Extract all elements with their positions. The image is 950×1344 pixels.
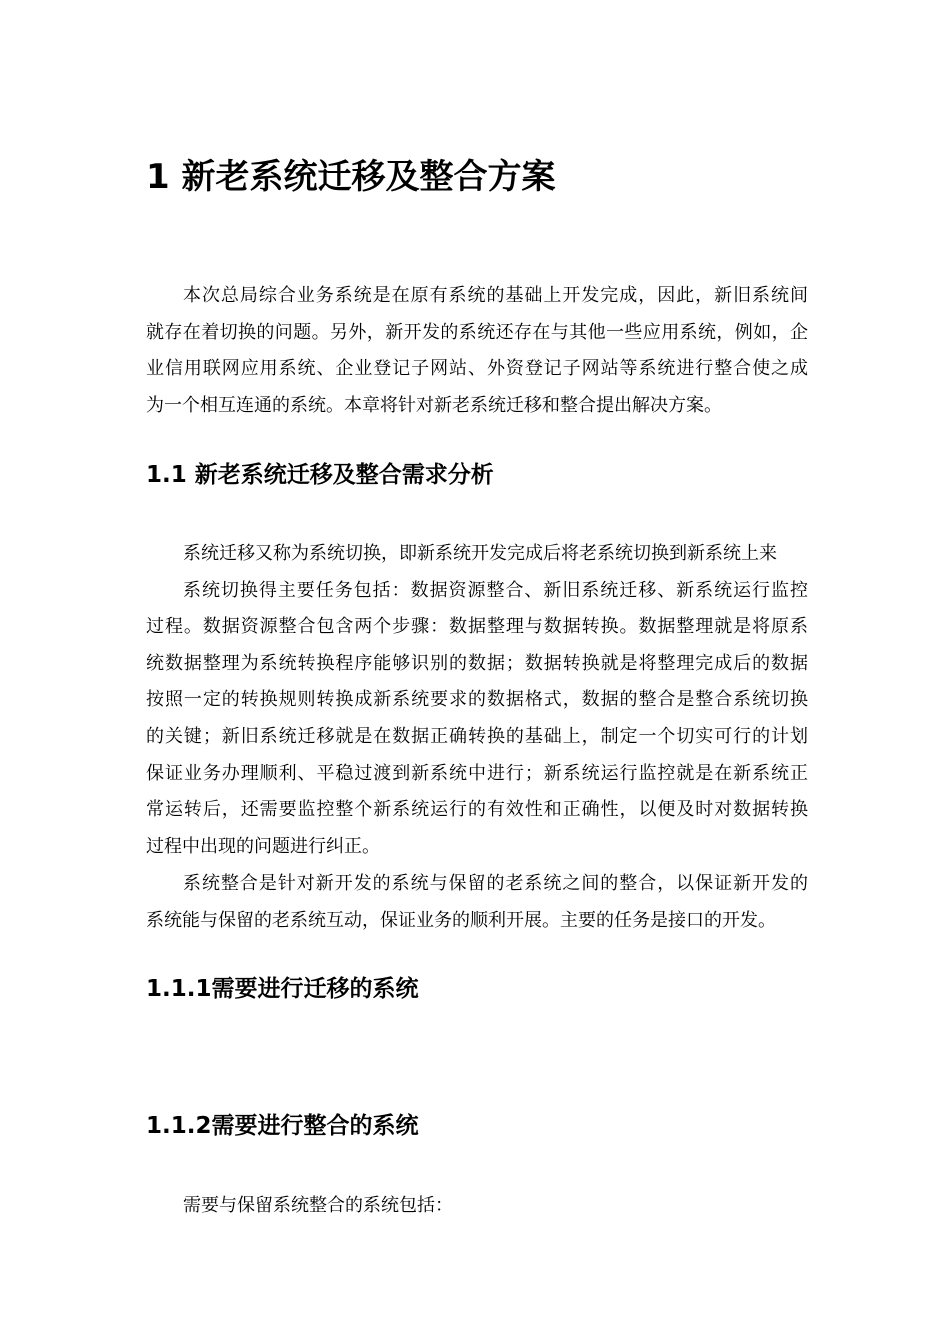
chapter-heading: 1 新老系统迁移及整合方案 [146, 157, 556, 197]
paragraph-line: 的关键；新旧系统迁移就是在数据正确转换的基础上，制定一个切实可行的计划 [146, 725, 808, 747]
subsection-heading: 1.1.2需要进行整合的系统 [146, 1113, 419, 1139]
paragraph-line: 过程中出现的问题进行纠正。 [146, 835, 380, 857]
section-heading: 1.1 新老系统迁移及整合需求分析 [146, 462, 494, 488]
paragraph-line: 过程。数据资源整合包含两个步骤：数据整理与数据转换。数据整理就是将原系 [146, 616, 808, 638]
paragraph-line: 就存在着切换的问题。另外，新开发的系统还存在与其他一些应用系统，例如，企 [146, 321, 808, 343]
paragraph-line: 本次总局综合业务系统是在原有系统的基础上开发完成，因此，新旧系统间 [183, 285, 808, 306]
integration-paragraph [146, 866, 808, 939]
paragraph-line: 系统切换得主要任务包括：数据资源整合、新旧系统迁移、新系统运行监控 [183, 579, 808, 601]
paragraph-line: 需要与保留系统整合的系统包括： [183, 1195, 453, 1216]
paragraph-line: 为一个相互连通的系统。本章将针对新老系统迁移和整合提出解决方案。 [146, 394, 722, 416]
integration-list-intro [146, 1188, 808, 1225]
paragraph-line: 系统能与保留的老系统互动，保证业务的顺利开展。主要的任务是接口的开发。 [146, 909, 776, 931]
paragraph-line: 业信用联网应用系统、企业登记子网站、外资登记子网站等系统进行整合使之成 [146, 358, 808, 380]
intro-paragraph [146, 278, 808, 424]
paragraph-line: 系统迁移又称为系统切换，即新系统开发完成后将老系统切换到新系统上来 [183, 543, 777, 564]
paragraph-line: 常运转后，还需要监控整个新系统运行的有效性和正确性，以便及时对数据转换 [146, 799, 808, 821]
paragraph-line: 统数据整理为系统转换程序能够识别的数据；数据转换就是将整理完成后的数据 [146, 652, 808, 674]
migration-paragraph [146, 536, 808, 865]
paragraph-line: 按照一定的转换规则转换成新系统要求的数据格式，数据的整合是整合系统切换 [146, 689, 808, 711]
subsection-heading: 1.1.1需要进行迁移的系统 [146, 976, 419, 1002]
paragraph-line: 保证业务办理顺利、平稳过渡到新系统中进行；新系统运行监控就是在新系统正 [146, 762, 808, 784]
paragraph-line: 系统整合是针对新开发的系统与保留的老系统之间的整合，以保证新开发的 [183, 873, 808, 894]
